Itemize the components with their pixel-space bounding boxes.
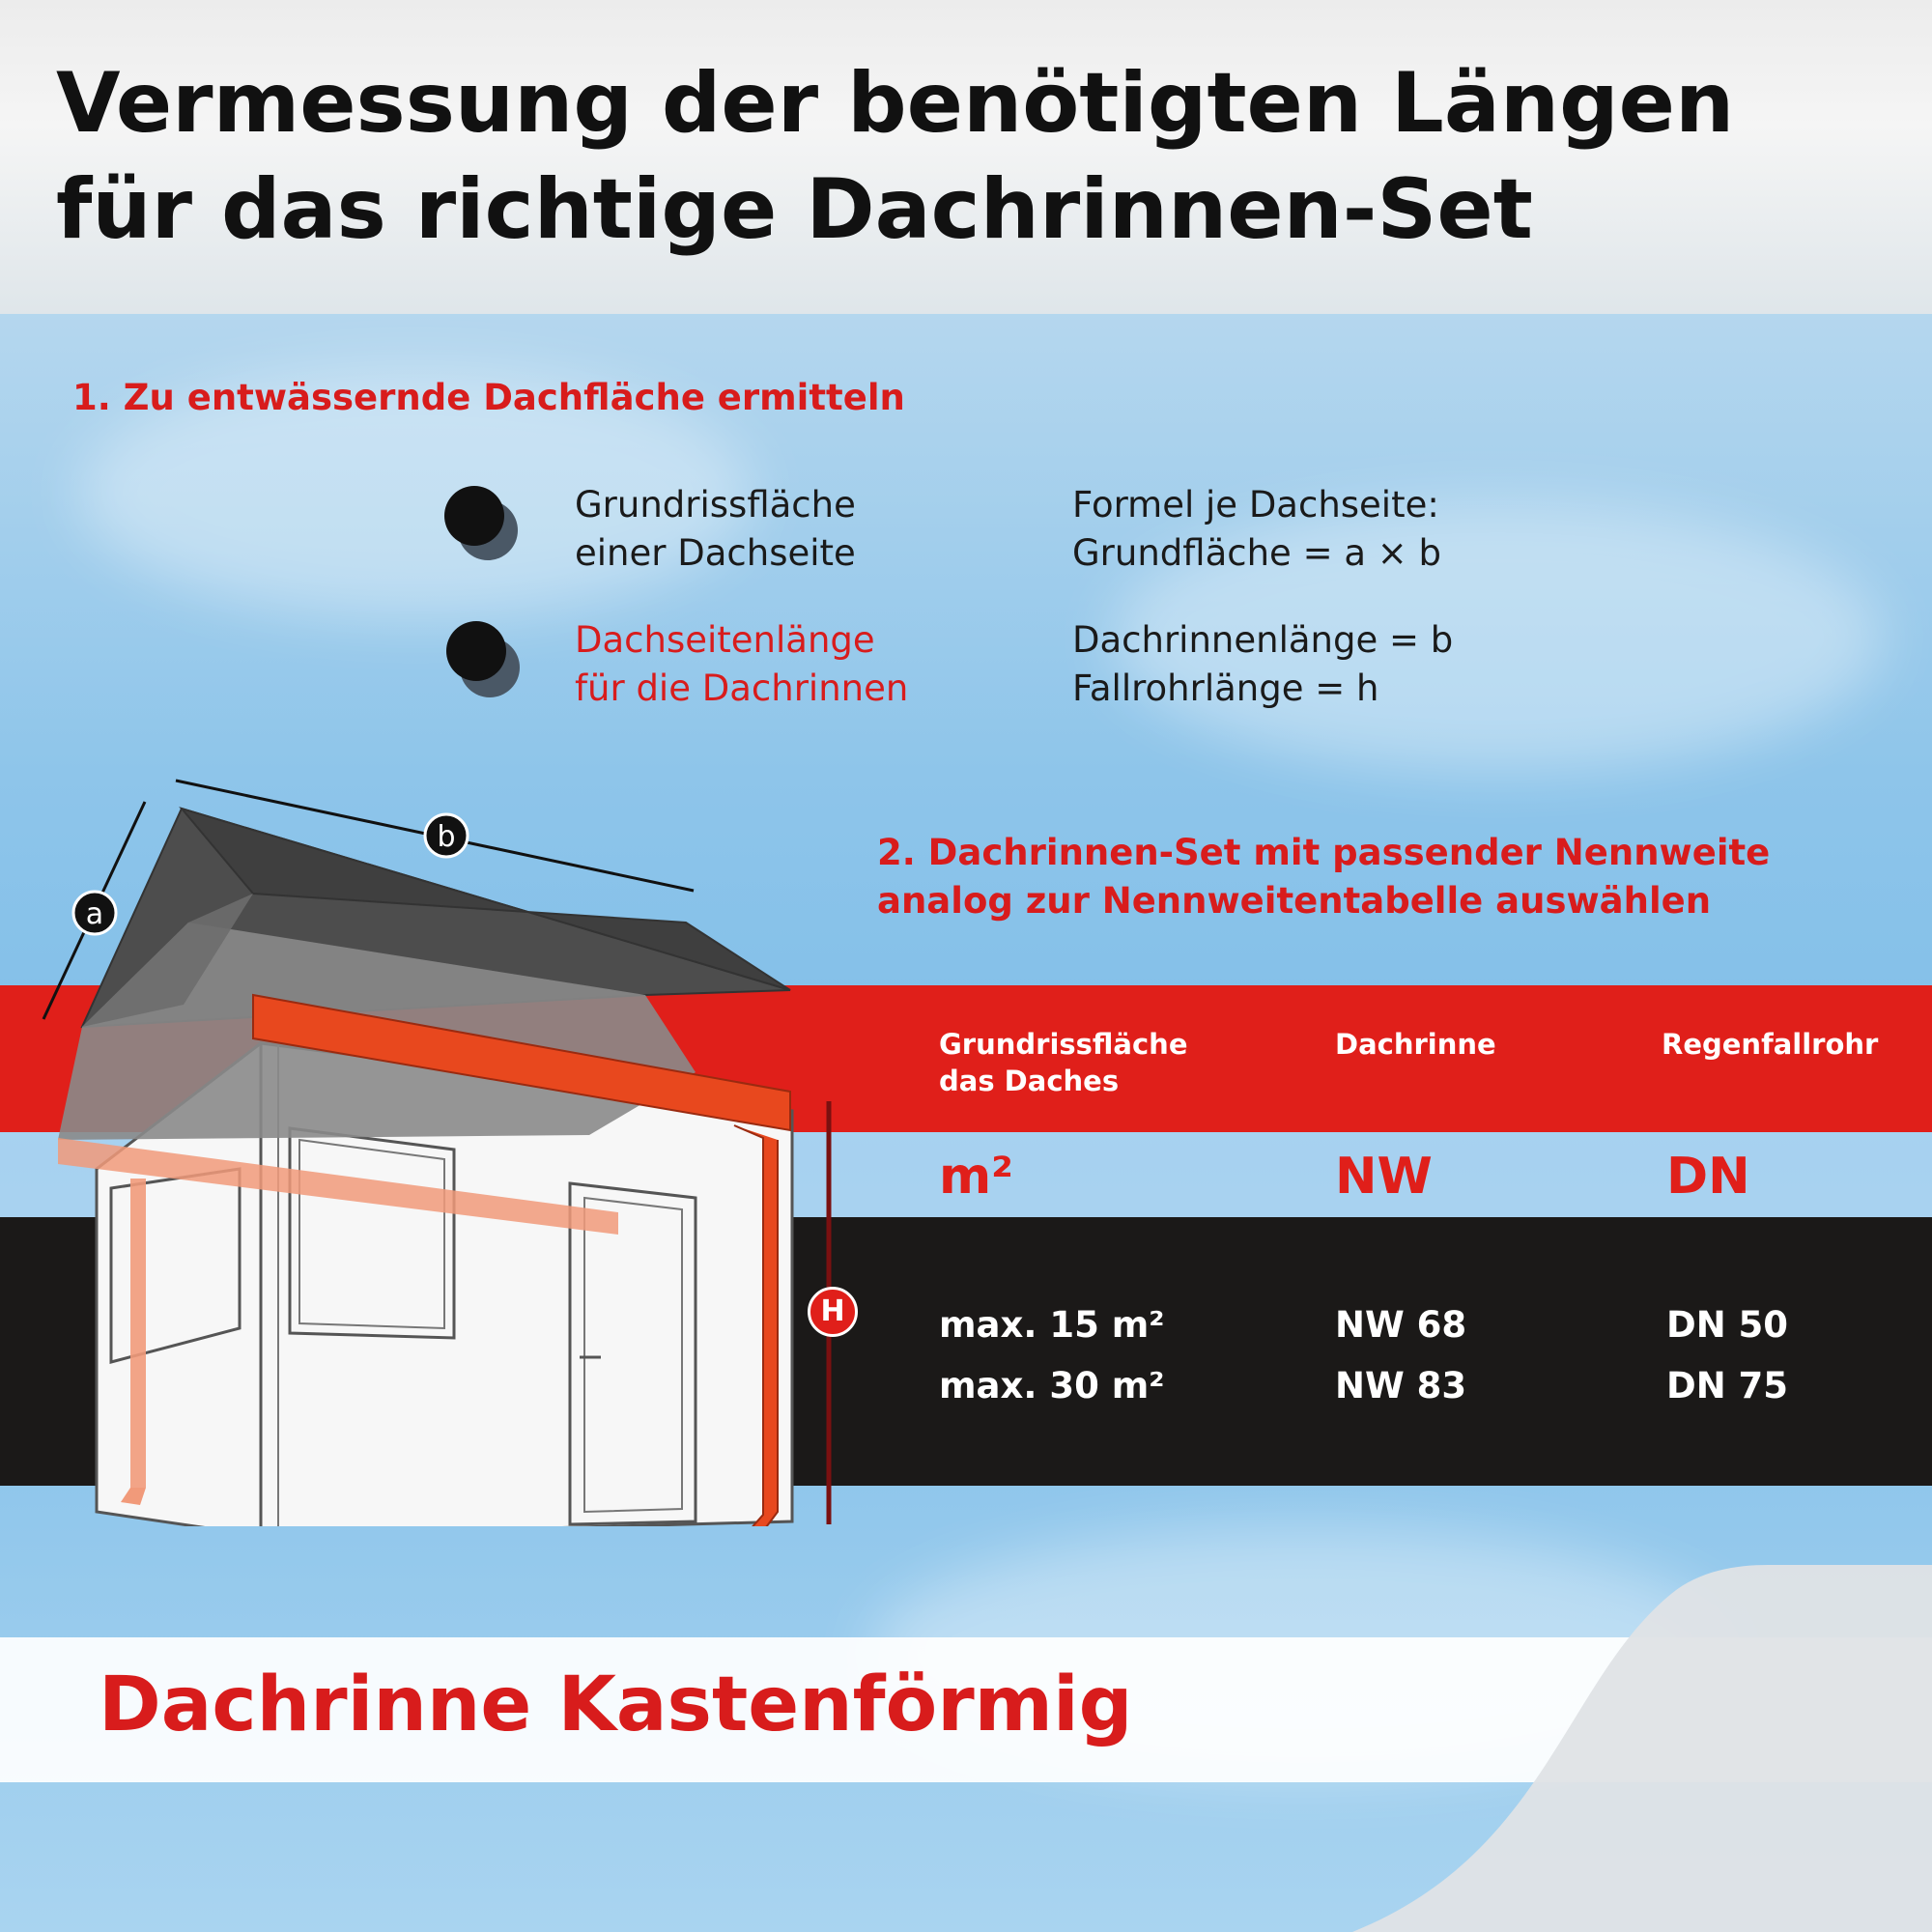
formula-line: Dachrinnenlänge = b: [1072, 619, 1454, 661]
section-2-heading: [877, 829, 1770, 925]
legend-formula-area: [1072, 481, 1441, 578]
legend-label-line: einer Dachseite: [575, 532, 856, 574]
table-header-area: [939, 1026, 1188, 1099]
legend-label-line: Grundrissfläche: [575, 484, 856, 526]
page-title: [56, 50, 1891, 263]
table-cell: DN 75: [1666, 1365, 1789, 1406]
table-cell: NW 83: [1335, 1365, 1467, 1406]
footer-title: Dachrinne Kastenförmig: [99, 1662, 1133, 1748]
footer-swoosh: [1352, 1565, 1932, 1932]
table-cell: max. 30 m²: [939, 1365, 1165, 1406]
header-line: Grundrissfläche: [939, 1028, 1188, 1061]
unit-area: m²: [939, 1148, 1013, 1206]
dark-dot-icon: [446, 621, 506, 681]
formula-line: Grundfläche = a × b: [1072, 532, 1442, 574]
downpipe-left: [130, 1179, 146, 1488]
section-2-line: analog zur Nennweitentabelle auswählen: [877, 880, 1712, 922]
formula-line: Fallrohrlänge = h: [1072, 668, 1379, 709]
marker-b-label: b: [437, 820, 456, 854]
header-line: das Daches: [939, 1065, 1120, 1097]
section-2-line: 2. Dachrinnen-Set mit passender Nennweite: [877, 832, 1771, 873]
legend-label-area: [575, 481, 856, 578]
formula-line: Formel je Dachseite:: [1072, 484, 1439, 526]
dark-dot-icon: [444, 486, 504, 546]
section-1-heading: 1. Zu entwässernde Dachfläche ermitteln: [72, 377, 905, 418]
table-cell: NW 68: [1335, 1304, 1467, 1346]
legend-label-line: für die Dachrinnen: [575, 668, 909, 709]
unit-downpipe: DN: [1666, 1148, 1750, 1206]
title-line-2: für das richtige Dachrinnen-Set: [56, 161, 1533, 258]
legend-label-line: Dachseitenlänge: [575, 619, 875, 661]
table-cell: max. 15 m²: [939, 1304, 1165, 1346]
title-line-1: Vermessung der benötigten Längen: [56, 55, 1735, 152]
marker-h-icon: H: [808, 1287, 858, 1337]
legend-label-side-length: [575, 616, 908, 713]
table-header-downpipe: Regenfallrohr: [1662, 1028, 1879, 1061]
marker-a-label: a: [85, 897, 104, 931]
garden-shed-illustration: [0, 753, 869, 1526]
table-cell: DN 50: [1666, 1304, 1789, 1346]
table-header-gutter: Dachrinne: [1335, 1028, 1496, 1061]
unit-gutter: NW: [1335, 1148, 1433, 1206]
legend-formula-lengths: [1072, 616, 1453, 713]
